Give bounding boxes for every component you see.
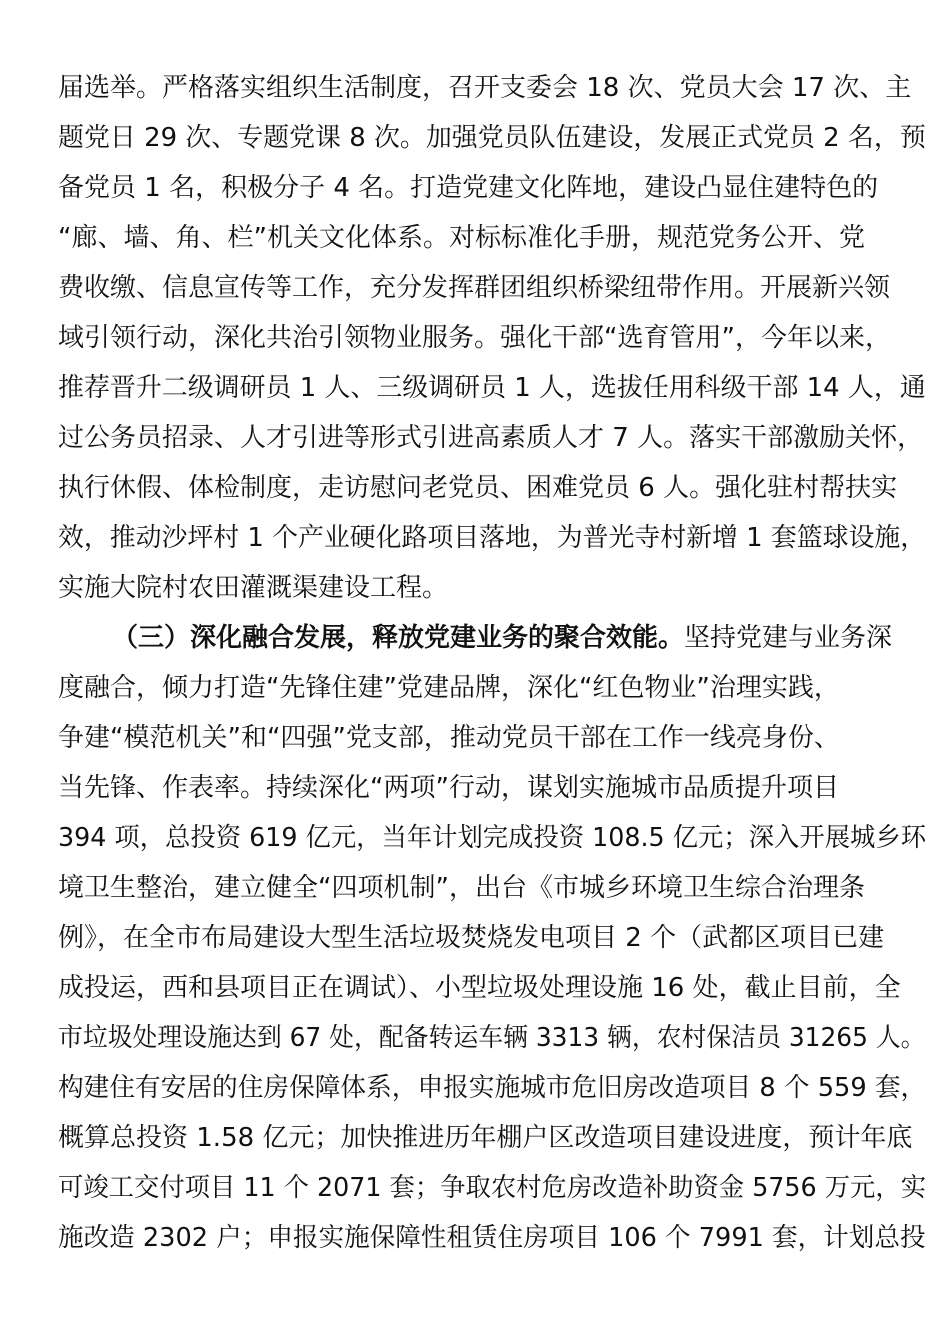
paragraph-line: 争建“模范机关”和“四强”党支部，推动党员干部在工作一线亮身份、: [58, 723, 840, 753]
paragraph-line: 域引领行动，深化共治引领物业服务。强化干部“选育管用”，今年以来，: [58, 323, 891, 353]
paragraph-line: 备党员 1 名，积极分子 4 名。打造党建文化阵地，建设凸显住建特色的: [58, 173, 879, 203]
paragraph-line: 执行休假、体检制度，走访慰问老党员、困难党员 6 人。强化驻村帮扶实: [58, 473, 898, 503]
paragraph-line: 推荐晋升二级调研员 1 人、三级调研员 1 人，选拔任用科级干部 14 人，通: [58, 373, 926, 403]
paragraph-line: 成投运，西和县项目正在调试）、小型垃圾处理设施 16 处，截止目前，全: [58, 973, 901, 1003]
paragraph-line: 394 项，总投资 619 亿元，当年计划完成投资 108.5 亿元；深入开展城乡环: [58, 823, 927, 853]
paragraph-line: 效，推动沙坪村 1 个产业硬化路项目落地，为普光寺村新增 1 套篮球设施，: [58, 523, 927, 553]
paragraph-line: 施改造 2302 户；申报实施保障性租赁住房项目 106 个 7991 套，计划总投: [58, 1223, 926, 1253]
paragraph-line: 境卫生整治，建立健全“四项机制”，出台《市城乡环境卫生综合治理条: [58, 873, 865, 903]
section-heading-rest: 坚持党建与业务深: [684, 623, 893, 653]
section-heading: （三）深化融合发展，释放党建业务的聚合效能。: [112, 623, 685, 653]
paragraph-line: 实施大院村农田灌溉渠建设工程。: [58, 573, 449, 603]
paragraph-line: 概算总投资 1.58 亿元；加快推进历年棚户区改造项目建设进度，预计年底: [58, 1123, 913, 1153]
paragraph-line: 构建住有安居的住房保障体系，申报实施城市危旧房改造项目 8 个 559 套，: [58, 1073, 927, 1103]
paragraph-line: 可竣工交付项目 11 个 2071 套；争取农村危房改造补助资金 5756 万元，实: [58, 1173, 927, 1203]
paragraph-line: 费收缴、信息宣传等工作，充分发挥群团组织桥梁纽带作用。开展新兴领: [58, 273, 891, 303]
section-heading-line: [112, 618, 892, 658]
paragraph-line: 过公务员招录、人才引进等形式引进高素质人才 7 人。落实干部激励关怀，: [58, 423, 924, 453]
paragraph-line: 当先锋、作表率。持续深化“两项”行动，谋划实施城市品质提升项目: [58, 773, 839, 803]
paragraph-line: 例》，在全市布局建设大型生活垃圾焚烧发电项目 2 个（武都区项目已建: [58, 923, 885, 953]
paragraph-line: 题党日 29 次、专题党课 8 次。加强党员队伍建设，发展正式党员 2 名，预: [58, 123, 926, 153]
paragraph-line: 届选举。严格落实组织生活制度，召开支委会 18 次、党员大会 17 次、主: [58, 73, 912, 103]
paragraph-line: “廊、墙、角、栏”机关文化体系。对标标准化手册，规范党务公开、党: [58, 223, 865, 253]
paragraph-line: 度融合，倾力打造“先锋住建”党建品牌，深化“红色物业”治理实践，: [58, 673, 840, 703]
paragraph-line: 市垃圾处理设施达到 67 处，配备转运车辆 3313 辆，农村保洁员 31265 人。: [58, 1023, 926, 1053]
